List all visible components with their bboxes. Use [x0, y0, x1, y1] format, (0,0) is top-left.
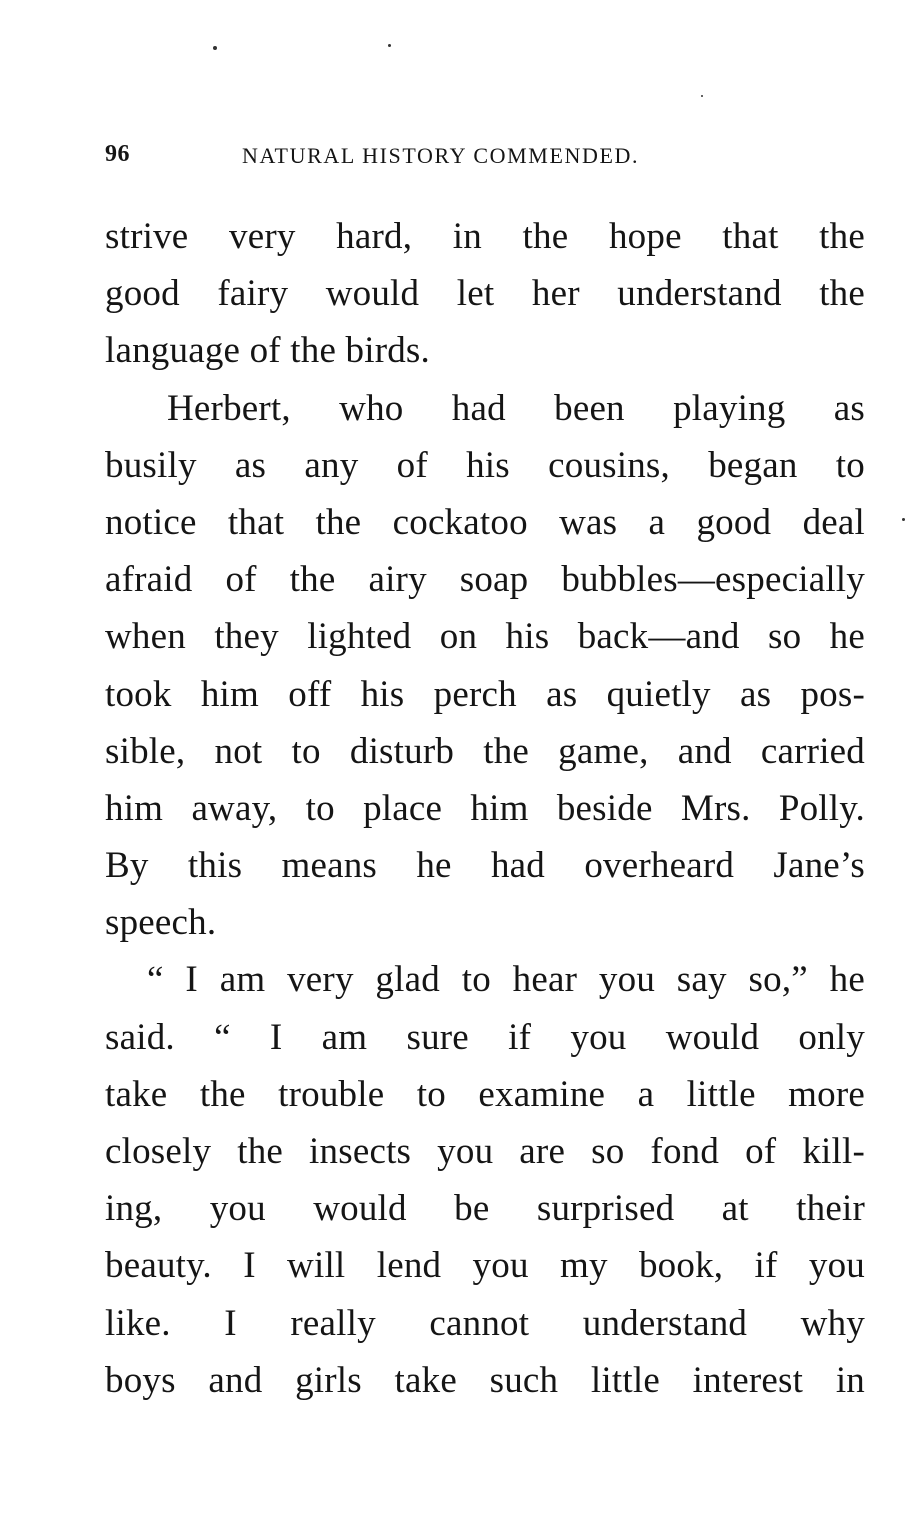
text-line: notice that the cockatoo was a good deal: [105, 501, 865, 543]
page-header: [105, 141, 865, 171]
text-line: took him off his perch as quietly as pos-: [105, 673, 865, 715]
print-speck: [701, 95, 703, 97]
text-line: afraid of the airy soap bubbles—especially: [105, 559, 865, 601]
text-line: ing, you would be surprised at their: [105, 1188, 865, 1230]
text-line: beauty. I will lend you my book, if you: [105, 1245, 865, 1287]
text-line: busily as any of his cousins, began to: [105, 444, 865, 486]
text-line: said. “ I am sure if you would only: [105, 1016, 865, 1058]
text-line: boys and girls take such little interest in: [105, 1359, 865, 1401]
body-text: [105, 208, 865, 1409]
text-line: language of the birds.: [105, 330, 430, 372]
running-head: NATURAL HISTORY COMMENDED.: [242, 143, 640, 168]
text-line: strive very hard, in the hope that the: [105, 216, 865, 257]
text-line: closely the insects you are so fond of kill-: [105, 1131, 865, 1172]
print-speck: [902, 518, 905, 521]
text-line: By this means he had overheard Jane’s: [105, 845, 865, 887]
text-line: “ I am very glad to hear you say so,” he: [147, 959, 865, 1001]
text-line: take the trouble to examine a little more: [105, 1073, 865, 1115]
text-line: when they lighted on his back—and so he: [105, 616, 865, 658]
print-speck: [213, 46, 217, 50]
page-number: 96: [105, 141, 130, 167]
text-line: sible, not to disturb the game, and carried: [105, 730, 865, 772]
text-line: Herbert, who had been playing as: [167, 387, 865, 429]
text-line: good fairy would let her understand the: [105, 273, 865, 315]
text-line: him away, to place him beside Mrs. Polly.: [105, 787, 865, 829]
print-speck: [388, 44, 391, 47]
text-line: speech.: [105, 902, 217, 944]
text-line: like. I really cannot understand why: [105, 1302, 865, 1344]
